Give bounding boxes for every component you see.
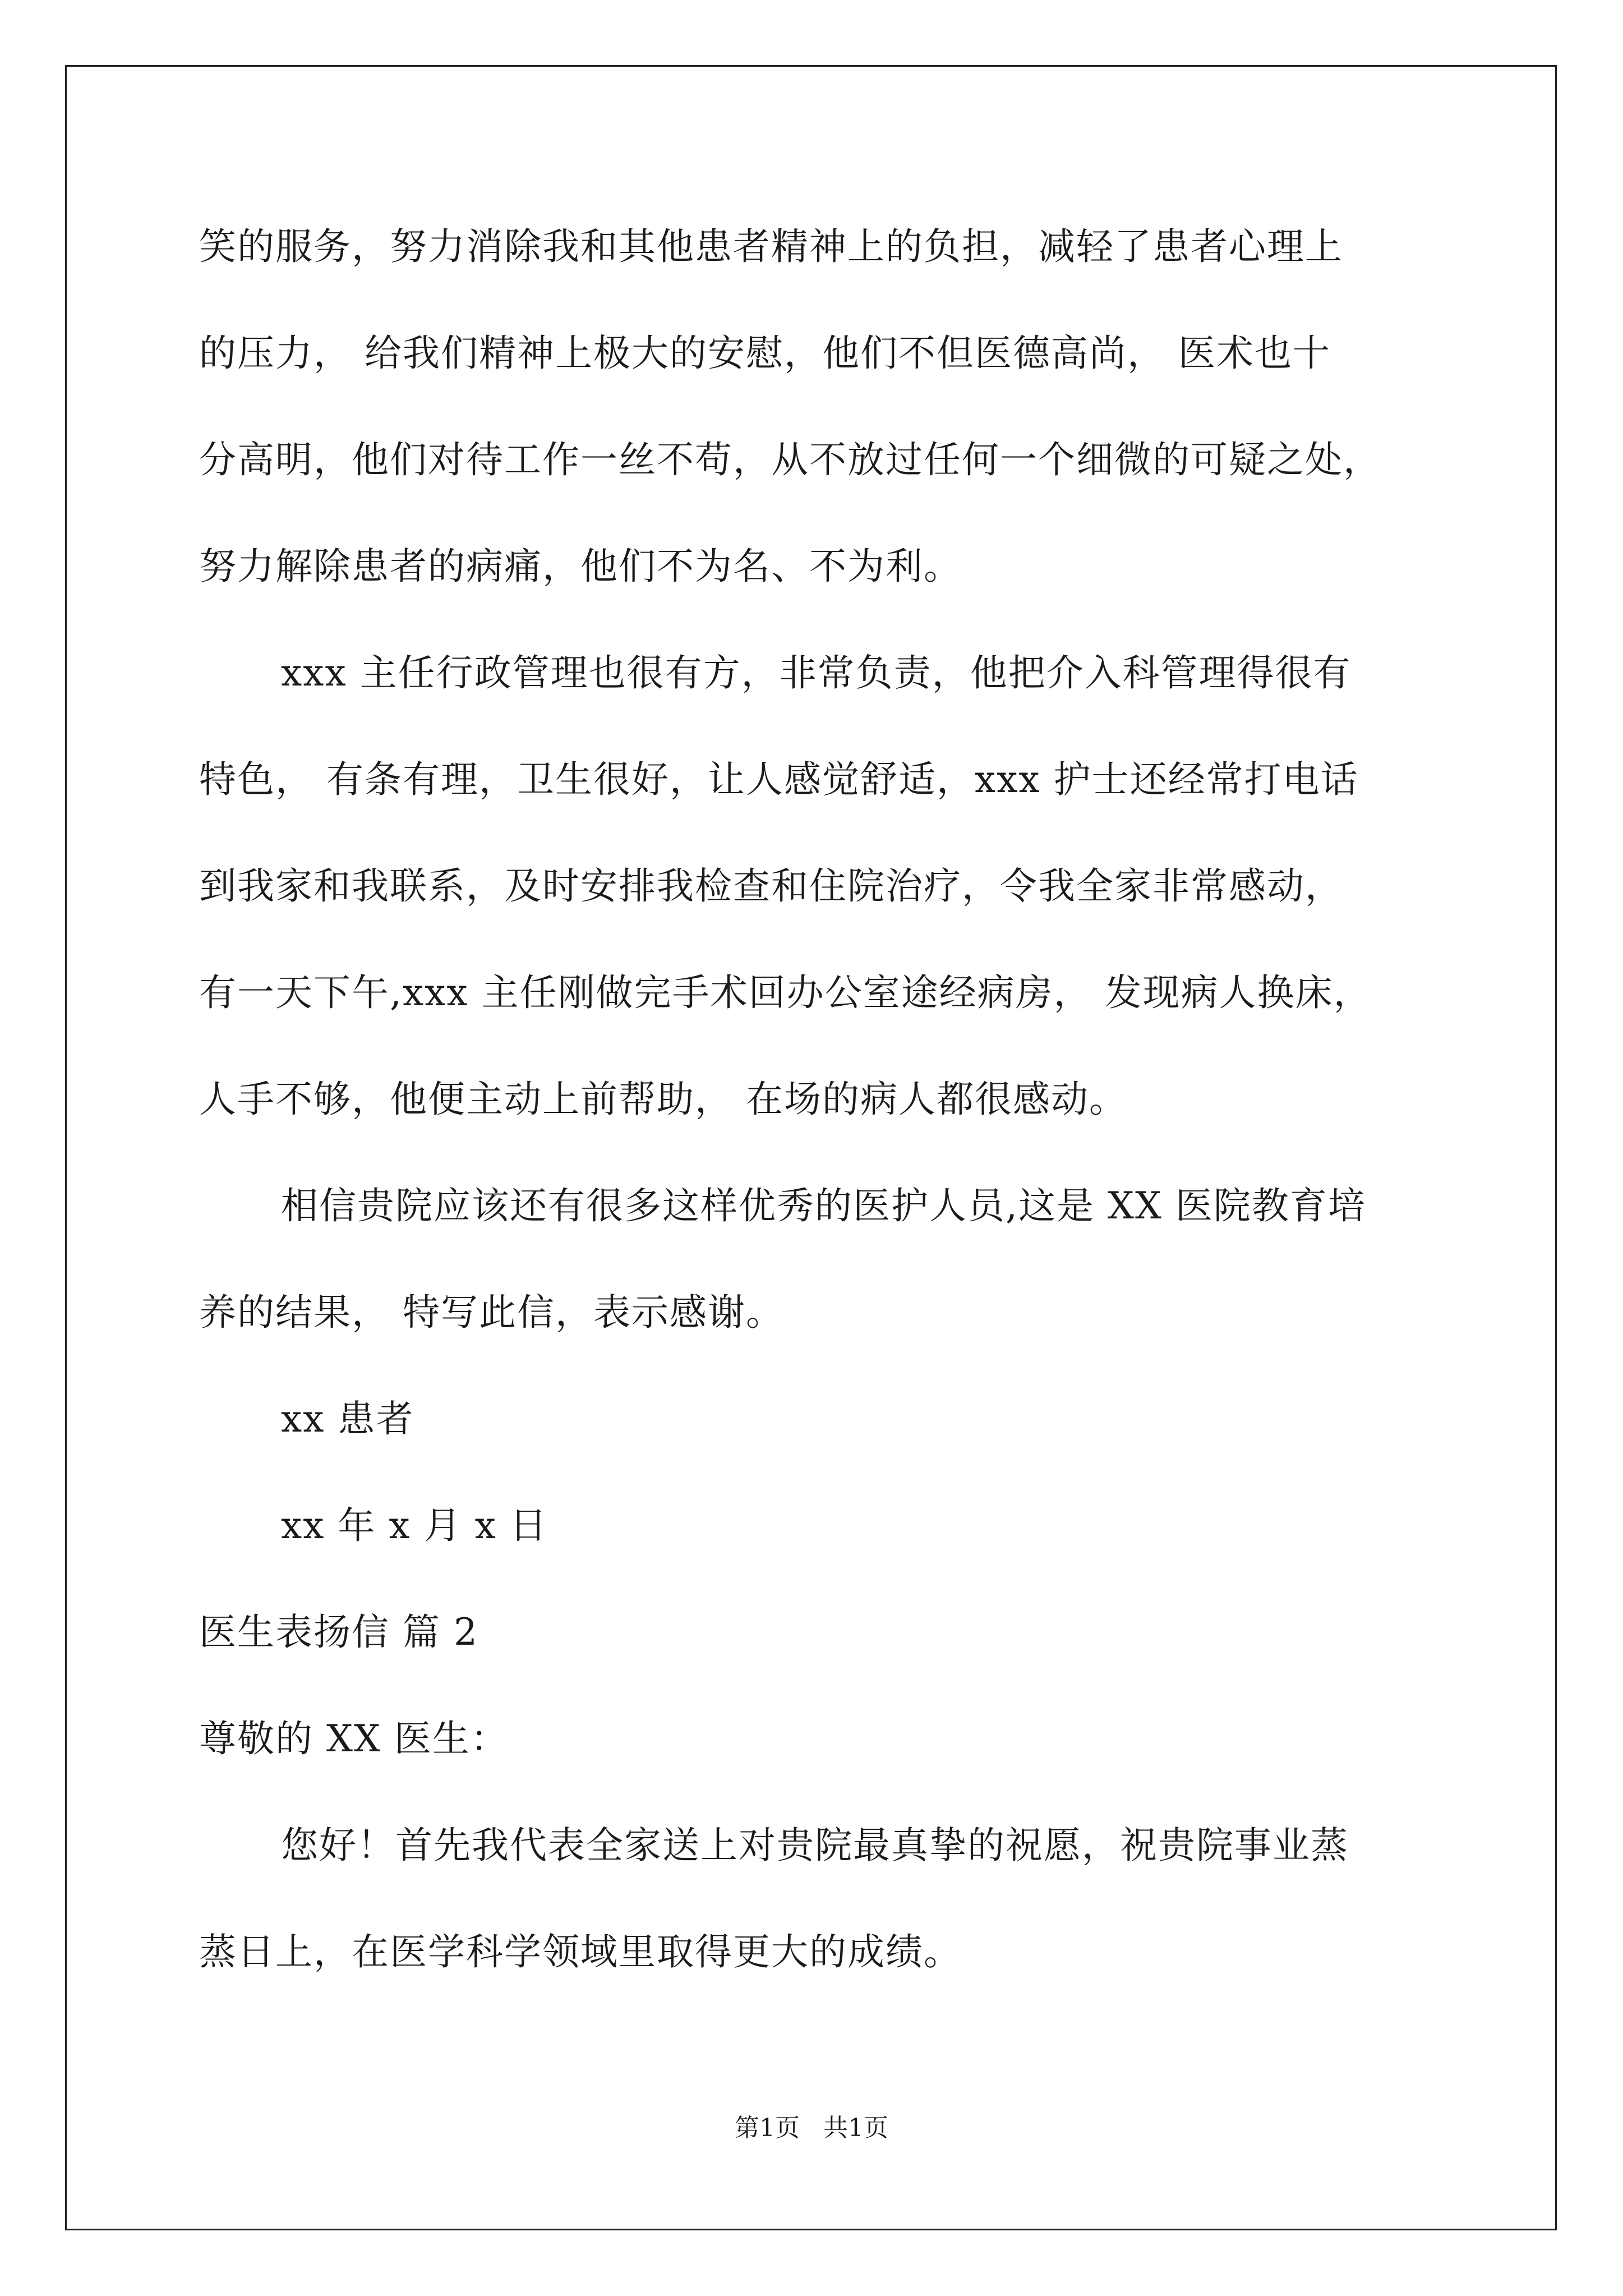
text-line: 的压力， 给我们精神上极大的安慰，他们不但医德高尚， 医术也十 [199,332,1331,375]
text-line: 努力解除患者的病痛，他们不为名、不为利。 [199,545,962,588]
text-line: 人手不够，他便主动上前帮助， 在场的病人都很感动。 [199,1078,1127,1121]
section-title: 医生表扬信 篇 2 [199,1611,478,1654]
text-line: 笑的服务，努力消除我和其他患者精神上的负担，减轻了患者心理上 [199,225,1343,268]
text-line: 蒸日上，在医学科学领域里取得更大的成绩。 [199,1930,962,1973]
page-number-footer: 第1页 共1页 [735,2114,888,2142]
text-line: 特色， 有条有理，卫生很好，让人感觉舒适，xxx 护士还经常打电话 [199,758,1359,801]
paragraph-start: 您好！首先我代表全家送上对贵院最真挚的祝愿，祝贵院事业蒸 [281,1824,1349,1867]
salutation: 尊敬的 XX 医生： [199,1717,509,1760]
text-line: 养的结果， 特写此信，表示感谢。 [199,1291,784,1334]
text-line: 到我家和我联系，及时安排我检查和住院治疗，令我全家非常感动， [199,864,1343,908]
paragraph-start: 相信贵院应该还有很多这样优秀的医护人员,这是 XX 医院教育培 [281,1184,1366,1227]
page-border [65,65,1557,2230]
date-line: xx 年 x 月 x 日 [281,1504,548,1547]
text-line: 分高明，他们对待工作一丝不苟，从不放过任何一个细微的可疑之处， [199,438,1381,481]
text-line: 有一天下午,xxx 主任刚做完手术回办公室途经病房， 发现病人换床， [199,971,1372,1014]
signature-line: xx 患者 [281,1397,414,1441]
paragraph-start: xxx 主任行政管理也很有方，非常负责，他把介入科管理得很有 [281,651,1352,694]
